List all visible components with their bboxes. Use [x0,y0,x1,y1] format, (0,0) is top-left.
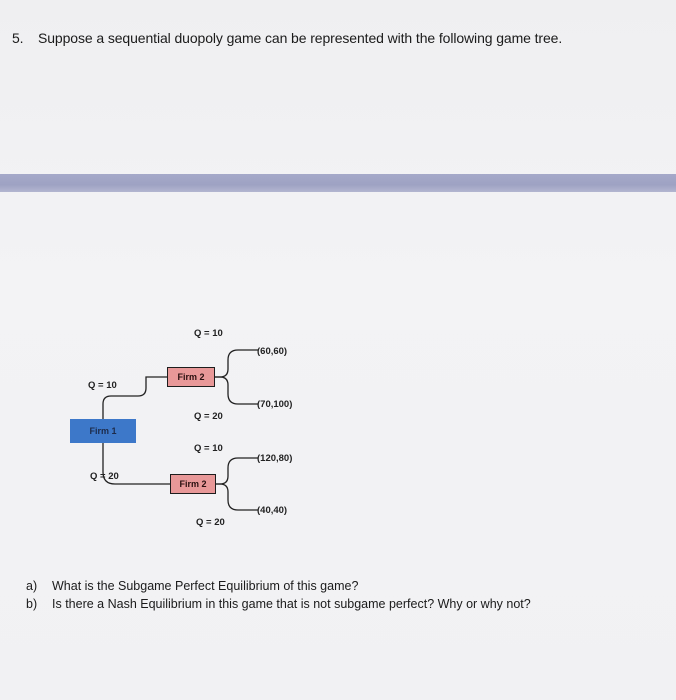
firm1-upper-action: Q = 10 [88,380,117,391]
firm2-lower-q10-action: Q = 10 [194,443,223,454]
firm2-upper-q10-action: Q = 10 [194,328,223,339]
subquestion-a-text: What is the Subgame Perfect Equilibrium of this game? [52,579,359,593]
subquestion-list [26,577,531,613]
payoff-60-60: (60,60) [257,346,288,357]
subquestion-a-marker: a) [26,579,38,593]
subquestion-b-marker: b) [26,597,38,611]
question-number: 5. [12,30,24,46]
subquestion-a [26,577,531,595]
firm2-upper-q20-action: Q = 20 [194,411,223,422]
subquestion-b [26,595,531,613]
branch-firm2-lower-q20 [216,484,258,510]
payoff-120-80: (120,80) [257,453,293,464]
firm1-node: Firm 1 [70,419,136,443]
branch-firm2-upper-q10 [215,350,258,377]
payoff-70-100: (70,100) [257,399,293,410]
firm2-lower-q20-action: Q = 20 [196,517,225,528]
branch-firm2-lower-q10 [216,458,258,484]
firm2-upper-node: Firm 2 [167,367,215,387]
payoff-40-40: (40,40) [257,505,288,516]
firm2-lower-node: Firm 2 [170,474,216,494]
subquestion-b-text: Is there a Nash Equilibrium in this game that is not subgame perfect? Why or why not? [52,597,531,611]
firm1-lower-action: Q = 20 [90,471,119,482]
branch-firm2-upper-q20 [215,377,258,404]
question-text: Suppose a sequential duopoly game can be represented with the following game tree. [38,30,563,46]
